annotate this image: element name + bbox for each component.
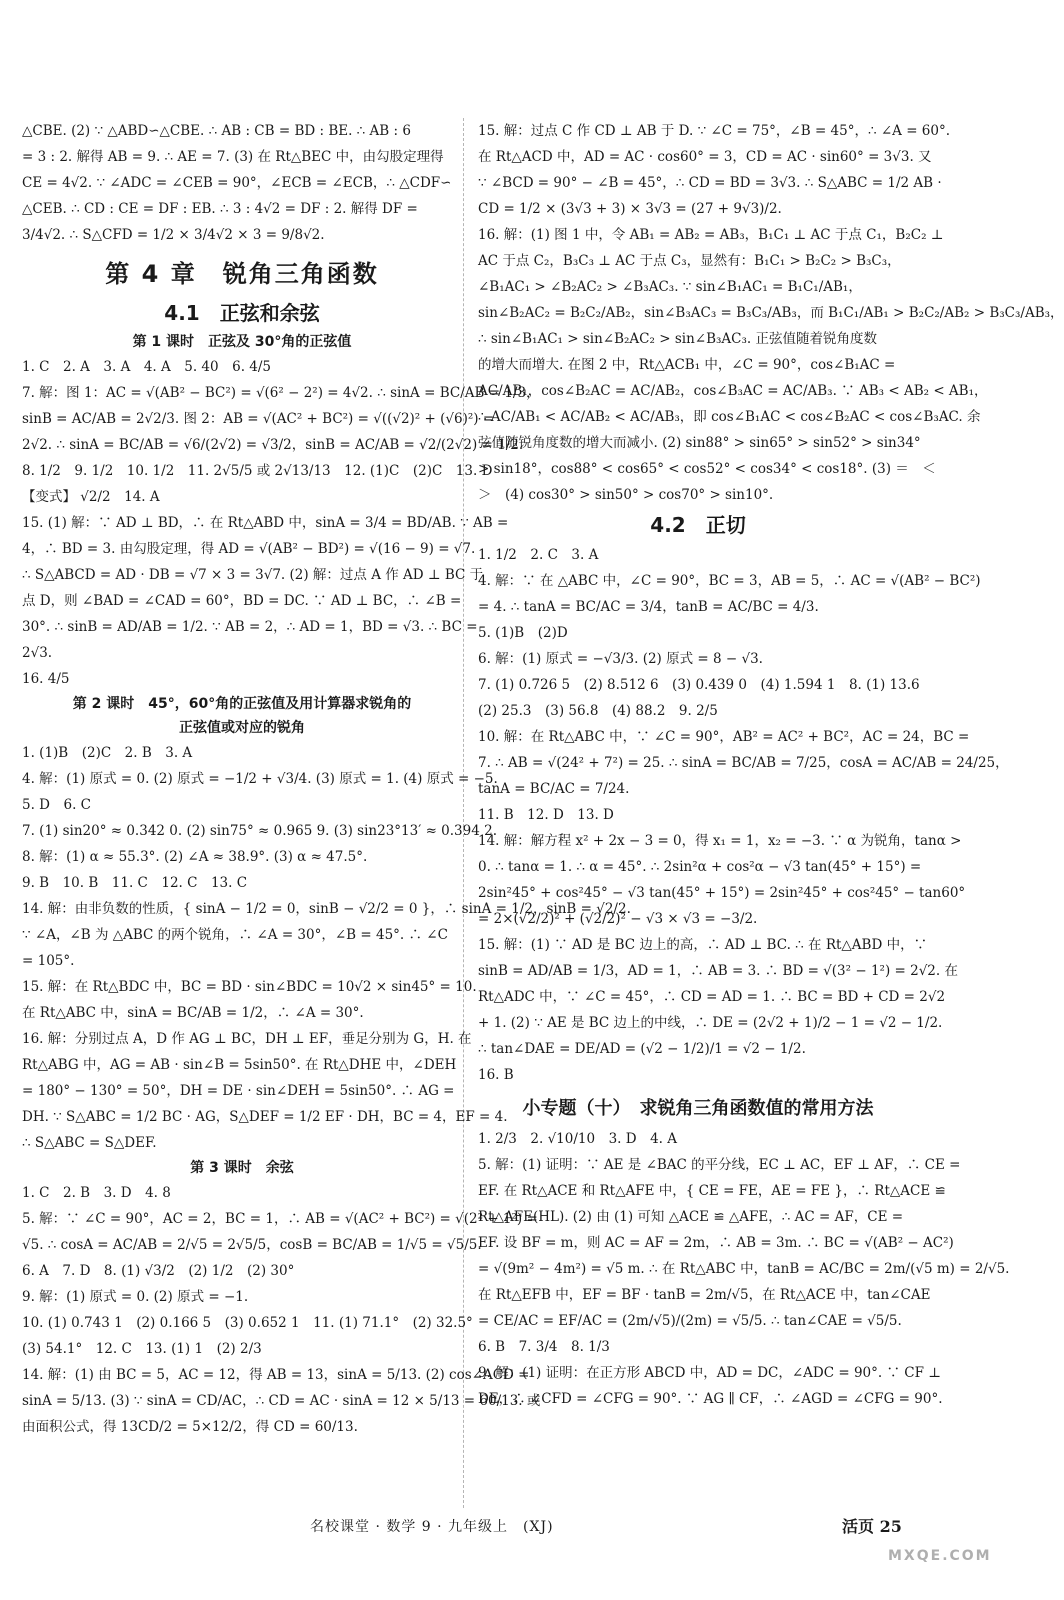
answer-line: 4. 解：∵ 在 △ABC 中，∠C = 90°，BC = 3，AB = 5，∴ AC = √(AB² − BC²) [478,573,981,589]
text-line: 3/4√2. ∴ S△CFD = 1/2 × 3/4√2 × 3 = 9/8√2. [22,227,325,243]
answer-line: 11. B 12. D 13. D [478,807,614,823]
text-line: = 3 : 2. 解得 AB = 9. ∴ AE = 7. (3) 在 Rt△BEC 中，由勾股定理得 [22,149,444,165]
lesson-title: 第 3 课时 余弦 [190,1160,294,1176]
answer-line: 7. (1) 0.726 5 (2) 8.512 6 (3) 0.439 0 (4) 1.594 1 8. (1) 13.6 [478,677,920,693]
answer-line: Rt△AFE(HL). (2) 由 (1) 可知 △ACE ≌ △AFE，∴ AC = AF，CE = [478,1209,904,1225]
answer-line: = 2×(√2/2)² + (√2/2)² − √3 × √3 = −3/2. [478,911,758,927]
answer-line: = 4. ∴ tanA = BC/AC = 3/4，tanB = AC/BC = 4/3. [478,599,819,615]
answer-line: 8. 解：(1) α ≈ 55.3°. (2) ∠A ≈ 38.9°. (3) α ≈ 47.5°. [22,849,368,865]
answer-line: 2√3. [22,645,53,661]
right-column [478,118,1064,1412]
answer-line: 在 Rt△EFB 中，EF = BF · tanB = 2m/√5，在 Rt△ACE 中，tan∠CAE [478,1287,931,1303]
book-info: 名校课堂 · 数学 9 · 九年级上 (XJ) [310,1519,554,1535]
answer-line: 在 Rt△ACD 中，AD = AC · cos60° = 3，CD = AC · sin60° = 3√3. 又 [478,149,932,165]
answer-line: 9. 解：(1) 证明：在正方形 ABCD 中，AD = DC，∠ADC = 90°. ∵ CF ⊥ [478,1365,941,1381]
answer-line: √5. ∴ cosA = AC/AB = 2/√5 = 2√5/5，cosB = BC/AB = 1/√5 = √5/5. [22,1237,482,1253]
answer-line: 4，∴ BD = 3. 由勾股定理，得 AD = √(AB² − BD²) = √(16 − 9) = √7. [22,541,476,557]
answer-line: ∴ tan∠DAE = DE/AD = (√2 − 1/2)/1 = √2 − 1/2. [478,1041,806,1057]
answer-line: 1. 1/2 2. C 3. A [478,547,599,563]
answer-line: ∵ ∠A，∠B 为 △ABC 的两个锐角，∴ ∠A = 30°，∠B = 45°. ∴ ∠C [22,927,448,943]
answer-line: 15. 解：(1) ∵ AD 是 BC 边上的高，∴ AD ⊥ BC. ∴ 在 Rt△ABD 中，∵ [478,937,928,953]
answer-line: 弦值随锐角度数的增大而减小. (2) sin88° > sin65° > sin52° > sin34° [478,435,921,451]
answer-line: DE，∴ ∠CFD = ∠CFG = 90°. ∵ AG ∥ CF，∴ ∠AGD = ∠CFG = 90°. [478,1391,943,1407]
answer-line: 在 Rt△ABC 中，sinA = BC/AB = 1/2，∴ ∠A = 30°. [22,1005,364,1021]
answer-line: 1. (1)B (2)C 2. B 3. A [22,745,193,761]
answer-line: 16. 解：(1) 图 1 中，令 AB₁ = AB₂ = AB₃，B₁C₁ ⊥ AC 于点 C₁，B₂C₂ ⊥ [478,227,944,243]
answer-line: Rt△ABG 中，AG = AB · sin∠B = 5sin50°. 在 Rt△DHE 中，∠DEH [22,1057,457,1073]
answer-line: 2sin²45° + cos²45° − √3 tan(45° + 15°) = 2sin²45° + cos²45° − tan60° [478,885,966,901]
answer-line: 6. 解：(1) 原式 = −√3/3. (2) 原式 = 8 − √3. [478,651,763,667]
answer-line: 10. 解：在 Rt△ABC 中，∵ ∠C = 90°，AB² = AC² + BC²，AC = 24，BC = [478,729,970,745]
site-watermark: MXQE.COM [888,1548,992,1564]
section-title: 4.2 正切 [650,513,746,537]
section-title: 4.1 正弦和余弦 [164,301,320,325]
answer-line: ∴ S△ABC = S△DEF. [22,1135,157,1151]
topic-answers [478,1126,1010,1412]
chapter-title: 第 4 章 锐角三角函数 [105,260,379,288]
column-divider [463,118,464,1508]
answer-line: DH. ∵ S△ABC = 1/2 BC · AG，S△DEF = 1/2 EF · DH，BC = 4，EF = 4. [22,1109,508,1125]
answer-line: 的增大而增大. 在图 2 中，Rt△ACB₁ 中，∠C = 90°，cos∠B₁AC = [478,357,896,373]
answer-line: 【变式】 √2/2 14. A [22,489,160,505]
answer-line: = CE/AC = EF/AC = (2m/√5)/(2m) = √5/5. ∴ tan∠CAE = √5/5. [478,1313,902,1329]
answer-line: (2) 25.3 (3) 56.8 (4) 88.2 9. 2/5 [478,703,718,719]
answer-line: (3) 54.1° 12. C 13. (1) 1 (2) 2/3 [22,1341,262,1357]
answer-line: = 180° − 130° = 50°，DH = DE · sin∠DEH = 5sin50°. ∴ AG = [22,1083,455,1099]
answer-line: 1. 2/3 2. √10/10 3. D 4. A [478,1131,677,1147]
answer-line: 5. (1)B (2)D [478,625,568,641]
answer-line: ∴ sin∠B₁AC₁ > sin∠B₂AC₂ > sin∠B₃AC₃. 正弦值随着锐角度数 [478,331,877,347]
answer-line: Rt△ADC 中，∵ ∠C = 45°，∴ CD = AD = 1. ∴ BC = BD + CD = 2√2 [478,989,946,1005]
answer-line: 7. 解：图 1：AC = √(AB² − BC²) = √(6² − 2²) = 4√2. ∴ sinA = BC/AB = 1/3， [22,385,540,401]
answer-line: 30°. ∴ sinB = AD/AB = 1/2. ∵ AB = 2，∴ AD = 1，BD = √3. ∴ BC = [22,619,478,635]
answer-line: + 1. (2) ∵ AE 是 BC 边上的中线，∴ DE = (2√2 + 1)/2 − 1 = √2 − 1/2. [478,1015,943,1031]
answer-line: 15. 解：过点 C 作 CD ⊥ AB 于 D. ∵ ∠C = 75°，∠B = 45°，∴ ∠A = 60°. [478,123,951,139]
answer-line: 6. B 7. 3/4 8. 1/3 [478,1339,610,1355]
answer-line: ∵ ∠BCD = 90° − ∠B = 45°，∴ CD = BD = 3√3. ∴ S△ABC = 1/2 AB · [478,175,942,191]
answer-line: ∠B₁AC₁ > ∠B₂AC₂ > ∠B₃AC₃. ∵ sin∠B₁AC₁ = B₁C₁/AB₁， [478,279,862,295]
lesson-title: 正弦值或对应的锐角 [179,720,305,736]
answer-line: 0. ∴ tanα = 1. ∴ α = 45°. ∴ 2sin²α + cos²α − √3 tan(45° + 15°) = [478,859,922,875]
answer-line: AC/AB₁，cos∠B₂AC = AC/AB₂，cos∠B₃AC = AC/AB₃. ∵ AB₃ < AB₂ < AB₁， [478,383,988,399]
answer-line: 16. 解：分别过点 A，D 作 AG ⊥ BC，DH ⊥ EF，垂足分别为 G，H. 在 [22,1031,472,1047]
answer-line: 5. 解：(1) 证明：∵ AE 是 ∠BAC 的平分线，EC ⊥ AC，EF ⊥ AF，∴ CE = [478,1157,961,1173]
lesson-title: 第 1 课时 正弦及 30°角的正弦值 [132,334,352,350]
answer-line: 2√2. ∴ sinA = BC/AB = √6/(2√2) = √3/2，sinB = AC/AB = √2/(2√2) = 1/2. [22,437,524,453]
answer-line: sin∠B₂AC₂ = B₂C₂/AB₂，sin∠B₃AC₃ = B₃C₃/AB₃，而 B₁C₁/AB₁ > B₂C₂/AB₂ > B₃C₃/AB₃， [478,305,1064,321]
answer-line: 9. 解：(1) 原式 = 0. (2) 原式 = −1. [22,1289,249,1305]
answer-line: 1. C 2. A 3. A 4. A 5. 40 6. 4/5 [22,359,272,375]
right-intro [478,118,1064,508]
answer-line: = √(9m² − 4m²) = √5 m. ∴ 在 Rt△ABC 中，tanB = AC/BC = 2m/(√5 m) = 2/√5. [478,1261,1010,1277]
answer-line: 4. 解：(1) 原式 = 0. (2) 原式 = −1/2 + √3/4. (3) 原式 = 1. (4) 原式 = −5. [22,771,498,787]
answer-line: sinB = AD/AB = 1/3，AD = 1，∴ AB = 3. ∴ BD = √(3² − 1²) = 2√2. 在 [478,963,958,979]
text-line: CE = 4√2. ∵ ∠ADC = ∠CEB = 90°，∠ECB = ∠ECB，∴ △CDF∽ [22,175,452,191]
answer-line: CD = 1/2 × (3√3 + 3) × 3√3 = (27 + 9√3)/2. [478,201,782,217]
answer-line: = 105°. [22,953,75,969]
lesson-title: 第 2 课时 45°，60°角的正弦值及用计算器求锐角的 [72,696,412,712]
answer-line: 5. 解：∵ ∠C = 90°，AC = 2，BC = 1，∴ AB = √(AC² + BC²) = √(2² + 1²) = [22,1211,538,1227]
answer-line: ∴ S△ABCD = AD · DB = √7 × 3 = 3√7. (2) 解：过点 A 作 AD ⊥ BC 于 [22,567,484,583]
answer-line: 8. 1/2 9. 1/2 10. 1/2 11. 2√5/5 或 2√13/13 12. (1)C (2)C 13. D [22,463,493,479]
answer-line: ＞ (4) cos30° > sin50° > cos70° > sin10°. [478,487,774,503]
answer-line: 14. 解：(1) 由 BC = 5，AC = 12，得 AB = 13，sinA = 5/13. (2) cos∠ACD = [22,1367,530,1383]
answer-line: sinA = 5/13. (3) ∵ sinA = CD/AC，∴ CD = AC · sinA = 12 × 5/13 = 60/13. 或 [22,1393,541,1409]
answer-line: 6. A 7. D 8. (1) √3/2 (2) 1/2 (2) 30° [22,1263,295,1279]
answer-line: 10. (1) 0.743 1 (2) 0.166 5 (3) 0.652 1 11. (1) 71.1° (2) 32.5° [22,1315,473,1331]
answer-line: 7. (1) sin20° ≈ 0.342 0. (2) sin75° ≈ 0.965 9. (3) sin23°13′ ≈ 0.394 2. [22,823,497,839]
answer-line: sinB = AC/AB = 2√2/3. 图 2：AB = √(AC² + BC²) = √((√2)² + (√6)²) = [22,411,495,427]
answer-line: > sin18°，cos88° < cos65° < cos52° < cos34° < cos18°. (3) ＝ ＜ [478,461,936,477]
answer-line: 15. (1) 解：∵ AD ⊥ BD，∴ 在 Rt△ABD 中，sinA = 3/4 = BD/AB. ∵ AB = [22,515,509,531]
answer-line: tanA = BC/AC = 7/24. [478,781,630,797]
text-line: △CBE. (2) ∵ △ABD∽△CBE. ∴ AB : CB = BD : BE. ∴ AB : 6 [22,123,411,139]
lesson3-answers [22,1180,541,1440]
text-line: △CEB. ∴ CD : CE = DF : EB. ∴ 3 : 4√2 = DF : 2. 解得 DF = [22,201,418,217]
answer-line: 15. 解：在 Rt△BDC 中，BC = BD · sin∠BDC = 10√2 × sin45° = 10. [22,979,477,995]
answer-line: 1. C 2. B 3. D 4. 8 [22,1185,171,1201]
page-footer [0,1510,1000,1542]
answer-line: 9. B 10. B 11. C 12. C 13. C [22,875,248,891]
page-number: 活页 25 [842,1517,902,1536]
topic-title: 小专题（十） 求锐角三角函数值的常用方法 [522,1098,874,1119]
answer-line: 14. 解：解方程 x² + 2x − 3 = 0，得 x₁ = 1，x₂ = −3. ∵ α 为锐角，tanα > [478,833,962,849]
answer-line: ∴ AC/AB₁ < AC/AB₂ < AC/AB₃，即 cos∠B₁AC < cos∠B₂AC < cos∠B₃AC. 余 [478,409,981,425]
left-intro [22,118,462,248]
answer-line: 16. B [478,1067,514,1083]
answer-line: EF. 在 Rt△ACE 和 Rt△AFE 中，{ CE = FE，AE = FE }，∴ Rt△ACE ≌ [478,1183,946,1199]
answer-line: 16. 4/5 [22,671,70,687]
answer-line: 7. ∴ AB = √(24² + 7²) = 25. ∴ sinA = BC/AB = 7/25，cosA = AC/AB = 24/25， [478,755,1009,771]
tangent-answers [478,542,1009,1088]
answer-line: 14. 解：由非负数的性质，{ sinA − 1/2 = 0，sinB − √2/2 = 0 }，∴ sinA = 1/2，sinB = √2/2. [22,901,631,917]
answer-line: EF. 设 BF = m，则 AC = AF = 2m，∴ AB = 3m. ∴ BC = √(AB² − AC²) [478,1235,954,1251]
answer-line: 5. D 6. C [22,797,91,813]
answer-line: 点 D，则 ∠BAD = ∠CAD = 60°，BD = DC. ∵ AD ⊥ BC，∴ ∠B = [22,593,462,609]
answer-line: 由面积公式，得 13CD/2 = 5×12/2，得 CD = 60/13. [22,1419,358,1435]
answer-line: AC 于点 C₂，B₃C₃ ⊥ AC 于点 C₃，显然有：B₁C₁ > B₂C₂ > B₃C₃， [478,253,901,269]
